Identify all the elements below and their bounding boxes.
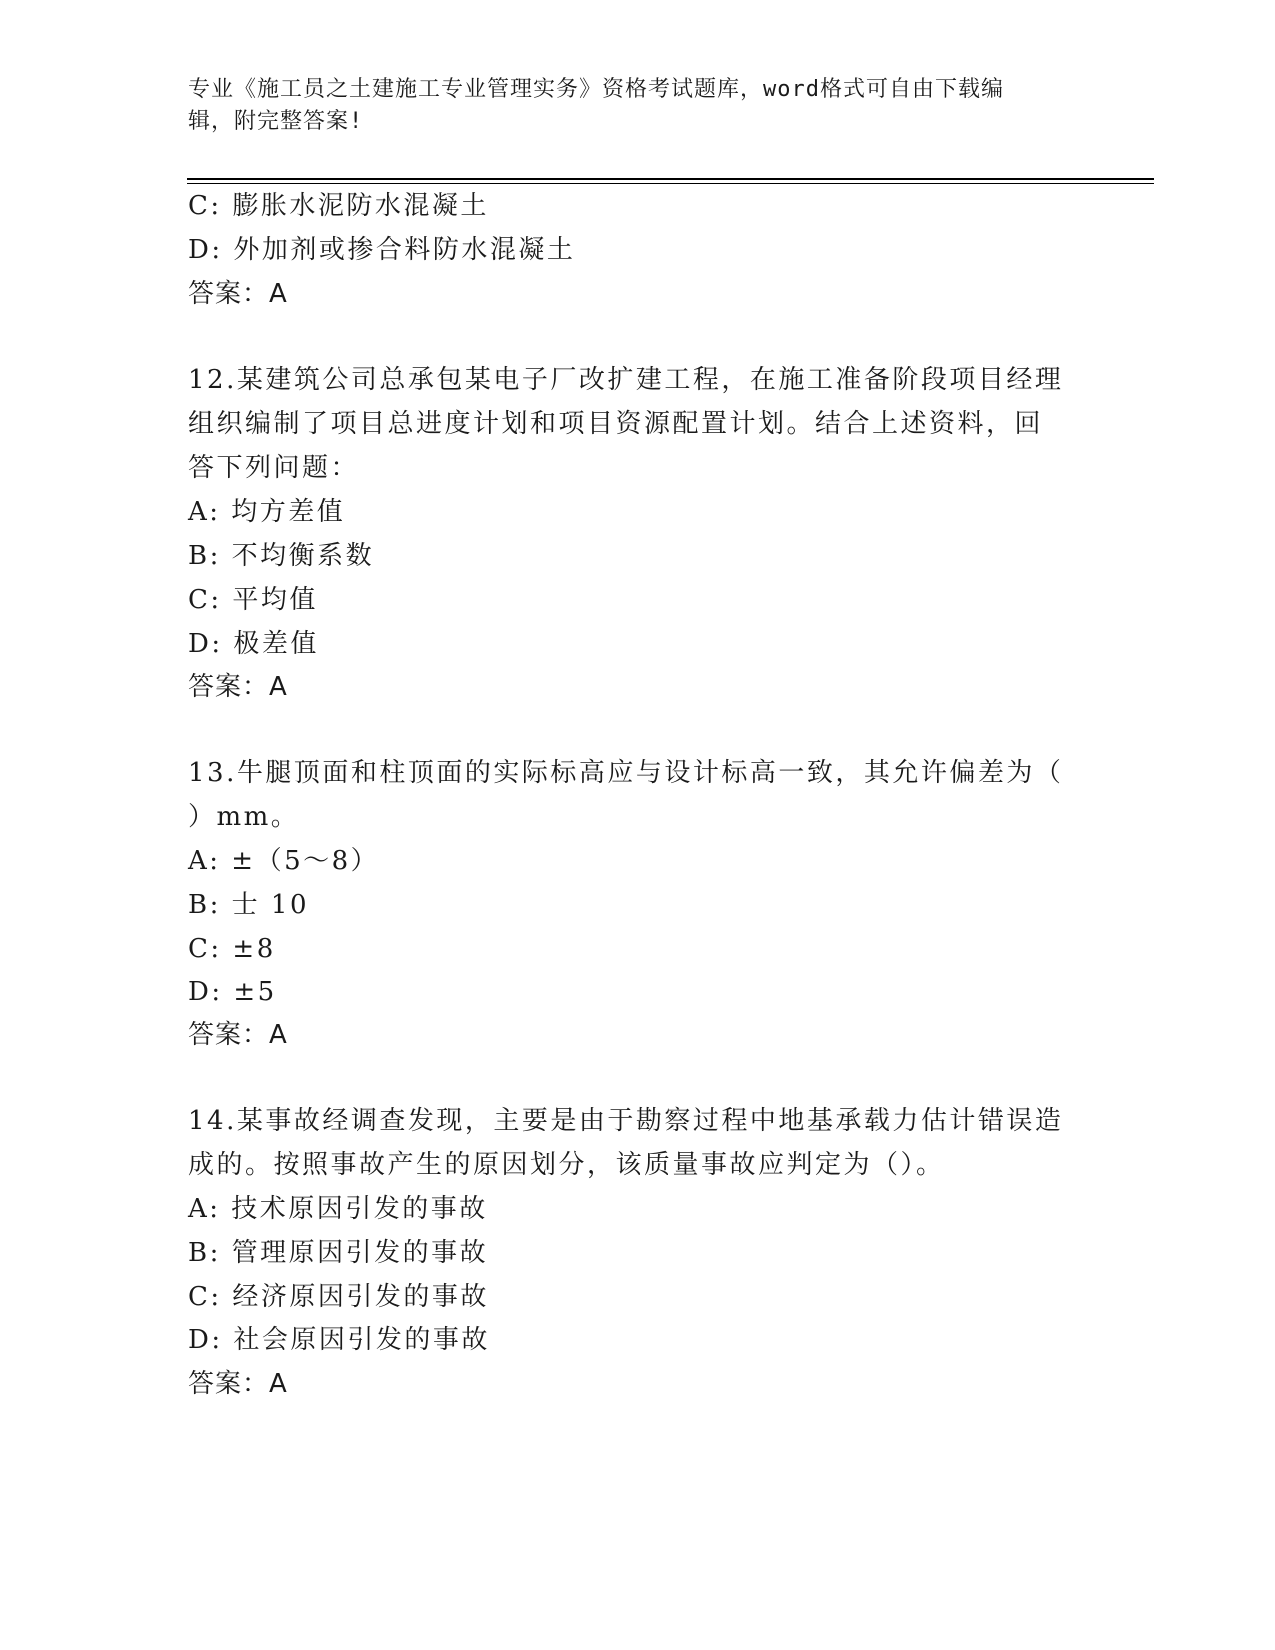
q12-option-a: A: 均方差值 [188, 497, 346, 527]
header-line-1: 专业《施工员之土建施工专业管理实务》资格考试题库，word格式可自由下载编 [188, 77, 1004, 102]
q14-option-c: C: 经济原因引发的事故 [188, 1282, 489, 1312]
q12-stem-line-2: 组织编制了项目总进度计划和项目资源配置计划。结合上述资料，回 [188, 409, 1044, 439]
header-rule-thin [187, 183, 1154, 184]
q14-stem-line-2: 成的。按照事故产生的原因划分，该质量事故应判定为（）。 [188, 1150, 945, 1180]
document-header [188, 74, 1068, 138]
q12-option-d: D: 极差值 [188, 629, 319, 659]
q14-option-b: B: 管理原因引发的事故 [188, 1238, 489, 1268]
q12-answer: 答案：A [188, 672, 288, 702]
q12-option-c: C: 平均值 [188, 585, 318, 615]
q13-option-b: B: 士 10 [188, 890, 309, 920]
q13-option-c: C: ±8 [188, 934, 276, 964]
q12-stem-line-1: 12.某建筑公司总承包某电子厂改扩建工程，在施工准备阶段项目经理 [188, 365, 1064, 395]
header-line-2: 辑，附完整答案! [188, 109, 364, 134]
q13-answer: 答案：A [188, 1020, 288, 1050]
q14-answer: 答案：A [188, 1369, 288, 1399]
q14-option-a: A: 技术原因引发的事故 [188, 1194, 488, 1224]
q12-stem-line-3: 答下列问题： [188, 453, 360, 483]
q11-option-c: C: 膨胀水泥防水混凝土 [188, 191, 489, 221]
q14-stem-line-1: 14.某事故经调查发现，主要是由于勘察过程中地基承载力估计错误造 [188, 1106, 1064, 1136]
q13-stem-line-1: 13.牛腿顶面和柱顶面的实际标高应与设计标高一致，其允许偏差为（ [188, 758, 1064, 788]
q13-stem-line-2: ）mm。 [188, 802, 300, 832]
q13-option-d: D: ±5 [188, 977, 277, 1007]
q11-answer: 答案：A [188, 279, 288, 309]
q13-option-a: A: ±（5～8） [188, 846, 380, 876]
q11-option-d: D: 外加剂或掺合料防水混凝土 [188, 235, 576, 265]
header-rule [187, 178, 1154, 180]
q14-option-d: D: 社会原因引发的事故 [188, 1325, 490, 1355]
q12-option-b: B: 不均衡系数 [188, 541, 375, 571]
